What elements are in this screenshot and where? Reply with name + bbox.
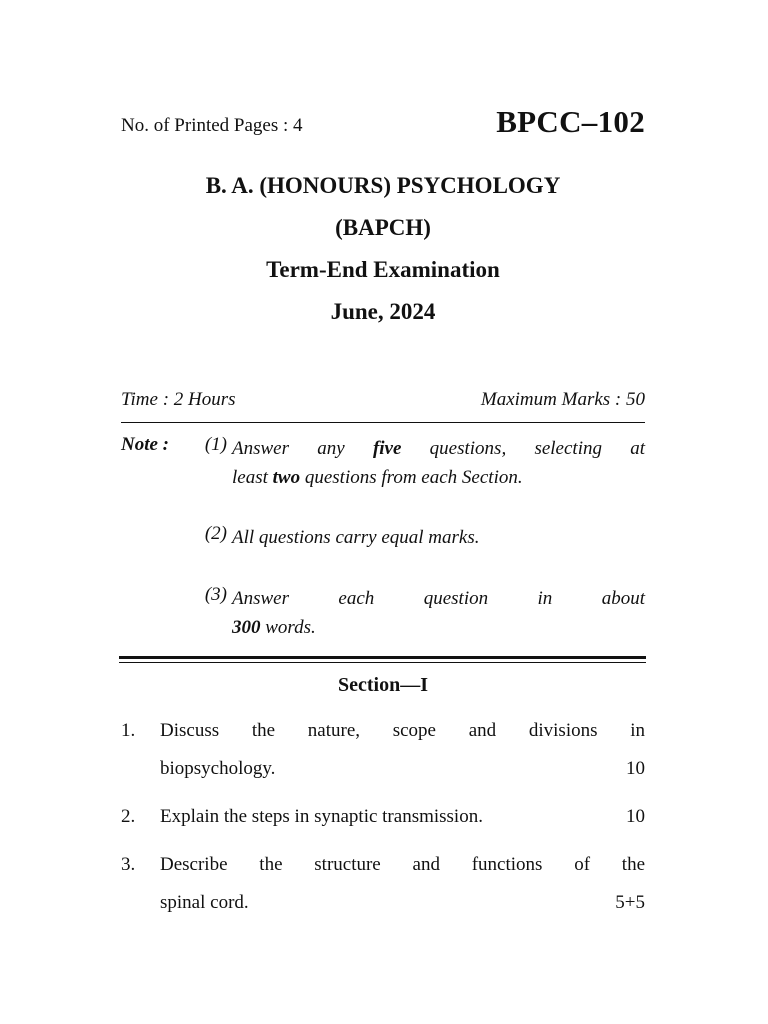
exam-time: Time : 2 Hours	[121, 389, 236, 410]
divider-double-top	[119, 656, 646, 659]
title-block	[121, 170, 645, 338]
question-number: 3.	[121, 854, 136, 875]
divider-double-bottom	[119, 662, 646, 663]
question-text-line2: biopsychology.	[160, 758, 276, 779]
section-title: Section—I	[338, 674, 428, 696]
note-item-text: All questions carry equal marks.	[232, 527, 480, 548]
exam-name: Term-End Examination	[266, 257, 500, 282]
question-number: 1.	[121, 720, 136, 741]
question-marks: 10	[626, 806, 645, 827]
programme-title: B. A. (HONOURS) PSYCHOLOGY	[205, 173, 561, 198]
question-marks: 10	[626, 758, 645, 779]
divider-thin	[121, 422, 645, 423]
note-item-text-line2: least two questions from each Section.	[232, 467, 523, 488]
note-item-number: (2)	[204, 523, 227, 544]
maximum-marks: Maximum Marks : 50	[480, 389, 645, 410]
question-number: 2.	[121, 806, 136, 827]
programme-code: (BAPCH)	[335, 215, 431, 240]
printed-pages: No. of Printed Pages : 4	[121, 115, 303, 136]
header-row	[121, 104, 645, 148]
note-item-number: (1)	[204, 434, 227, 455]
question-text-line1: Explain the steps in synaptic transmission.	[160, 806, 483, 827]
exam-session: June, 2024	[330, 299, 436, 324]
note-item-text-line1: Answer each question in about	[232, 588, 645, 609]
note-item-text-line2: 300 words.	[232, 617, 316, 638]
note-label: Note :	[121, 434, 170, 455]
question-marks: 5+5	[615, 892, 645, 913]
question-text-line2: spinal cord.	[160, 892, 249, 913]
note-item-text-line1: Answer any five questions, selecting at	[232, 438, 645, 459]
note-item-number: (3)	[204, 584, 227, 605]
question-text-line1: Describe the structure and functions of the	[160, 854, 645, 875]
question-text-line1: Discuss the nature, scope and divisions in	[160, 720, 645, 741]
paper-code: BPCC–102	[496, 104, 645, 139]
exam-info-row	[121, 389, 645, 415]
